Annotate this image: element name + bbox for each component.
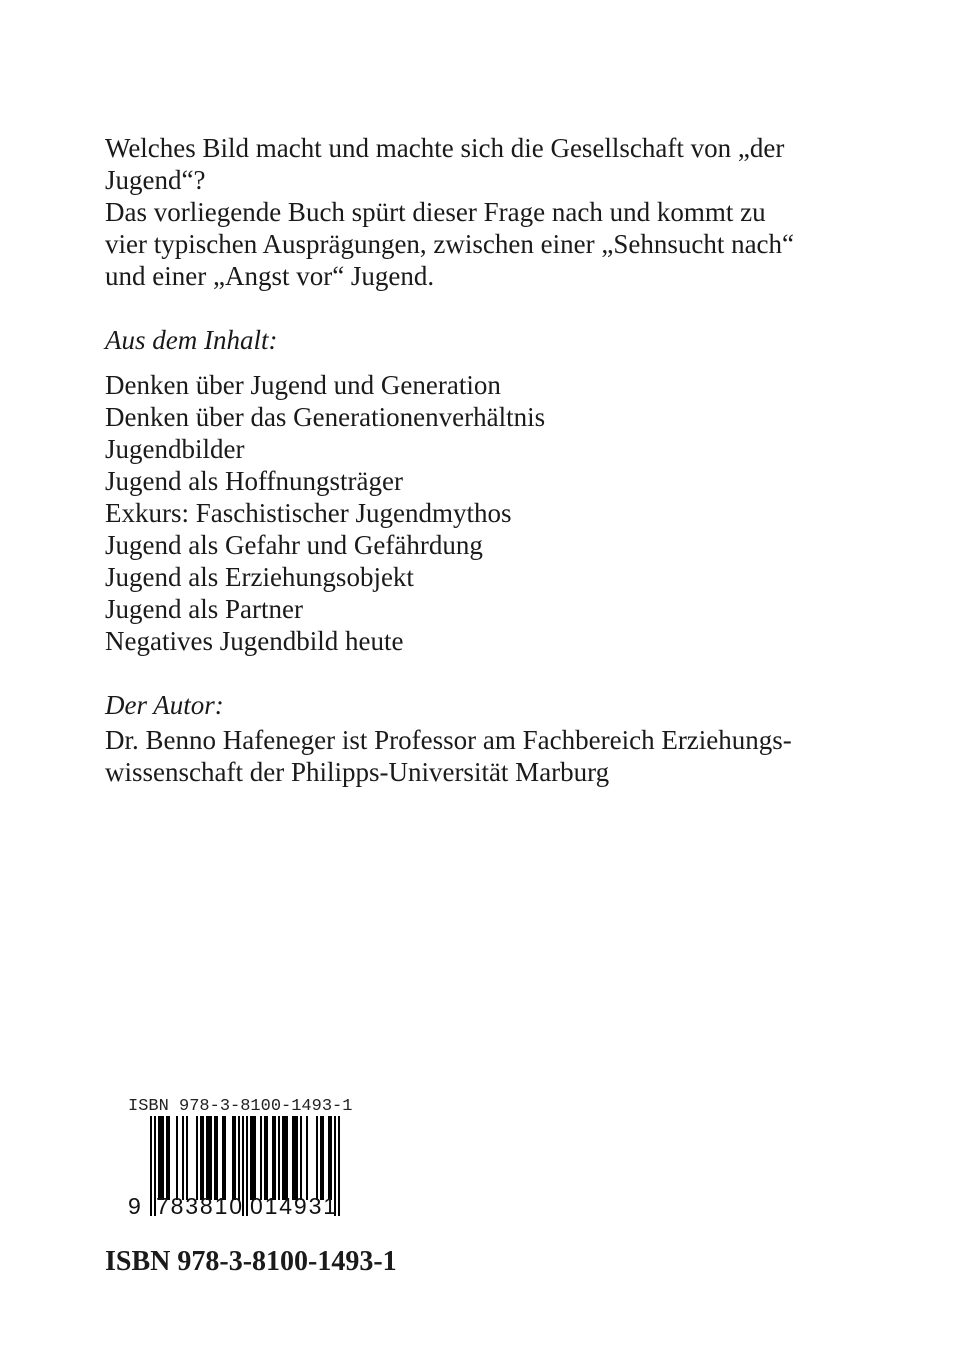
- barcode-bar: [278, 1116, 280, 1200]
- barcode-bar: [196, 1116, 198, 1200]
- barcode-bar: [292, 1116, 294, 1200]
- contents-item: Jugend als Hoffnungsträger: [105, 466, 403, 496]
- barcode-bar: [238, 1116, 240, 1200]
- author-bio: [105, 724, 792, 788]
- barcode-right-digits: 014931: [250, 1193, 336, 1219]
- author-heading: Der Autor:: [105, 690, 224, 720]
- barcode-bar: [208, 1116, 210, 1200]
- barcode-bar: [176, 1116, 178, 1200]
- barcode-bar: [260, 1116, 262, 1200]
- barcode-bar: [186, 1116, 188, 1200]
- barcode-bar: [306, 1116, 308, 1200]
- barcode-bar: [200, 1116, 202, 1200]
- barcode-bar: [224, 1116, 226, 1200]
- barcode-bar: [216, 1116, 218, 1200]
- barcode-bar: [160, 1116, 162, 1200]
- contents-item: Jugend als Erziehungsobjekt: [105, 562, 414, 592]
- barcode-bar: [300, 1116, 302, 1200]
- blurb-line: vier typischen Ausprägungen, zwischen einer „Sehnsucht nach“: [105, 229, 795, 259]
- barcode-bar: [330, 1116, 332, 1200]
- barcode-bar: [158, 1116, 160, 1200]
- isbn-text: ISBN 978-3-8100-1493-1: [105, 1246, 397, 1277]
- contents-item: Jugendbilder: [105, 434, 245, 464]
- contents-item: Denken über Jugend und Generation: [105, 370, 501, 400]
- barcode-bar: [234, 1116, 236, 1200]
- barcode-bar: [210, 1116, 212, 1200]
- contents-item: Exkurs: Faschistischer Jugendmythos: [105, 498, 512, 528]
- barcode-bar: [222, 1116, 224, 1200]
- barcode-bar: [266, 1116, 268, 1200]
- barcode-bar: [322, 1116, 324, 1200]
- contents-item: Negatives Jugendbild heute: [105, 626, 404, 656]
- barcode-bar: [264, 1116, 266, 1200]
- barcode-left-digits: 783810: [156, 1193, 242, 1219]
- blurb-line: Das vorliegende Buch spürt dieser Frage nach und kommt zu: [105, 197, 766, 227]
- blurb-line: und einer „Angst vor“ Jugend.: [105, 261, 435, 291]
- barcode-bar: [296, 1116, 298, 1200]
- barcode-bar: [202, 1116, 204, 1200]
- author-bio-line: wissenschaft der Philipps-Universität Marburg: [105, 757, 610, 787]
- contents-item: Jugend als Partner: [105, 594, 303, 624]
- barcode-bar: [168, 1116, 170, 1200]
- author-bio-line: Dr. Benno Hafeneger ist Professor am Fachbereich Erziehungs-: [105, 725, 792, 755]
- barcode-bar: [254, 1116, 256, 1200]
- barcode-bar: [250, 1116, 252, 1200]
- barcode-bar: [274, 1116, 276, 1200]
- blurb: [105, 132, 794, 292]
- barcode-bar: [338, 1116, 340, 1216]
- contents-list: [105, 369, 545, 657]
- contents-item: Denken über das Generationenverhältnis: [105, 402, 546, 432]
- barcode-bar: [316, 1116, 318, 1200]
- barcode-bar: [166, 1116, 168, 1200]
- barcode-bar: [286, 1116, 288, 1200]
- barcode-bar: [246, 1116, 248, 1216]
- blurb-line: Jugend“?: [105, 165, 206, 195]
- barcode-first-digit: 9: [128, 1193, 141, 1219]
- barcode-bar: [272, 1116, 274, 1200]
- barcode-bar: [252, 1116, 254, 1200]
- barcode-bar: [328, 1116, 330, 1200]
- barcode-bar: [206, 1116, 208, 1200]
- barcode-bar: [294, 1116, 296, 1200]
- barcode: [120, 1092, 360, 1222]
- contents-item: Jugend als Gefahr und Gefährdung: [105, 530, 483, 560]
- barcode-bar: [232, 1116, 234, 1200]
- contents-heading: Aus dem Inhalt:: [105, 325, 278, 355]
- barcode-bar: [242, 1116, 244, 1216]
- barcode-bar: [162, 1116, 164, 1200]
- barcode-bar: [320, 1116, 322, 1200]
- barcode-bar: [150, 1116, 152, 1216]
- blurb-line: Welches Bild macht und machte sich die Gesellschaft von „der: [105, 133, 785, 163]
- barcode-top-label: ISBN 978-3-8100-1493-1: [128, 1097, 353, 1116]
- barcode-bar: [182, 1116, 184, 1200]
- barcode-bar: [214, 1116, 216, 1200]
- barcode-bar: [284, 1116, 286, 1200]
- barcode-bar: [282, 1116, 284, 1200]
